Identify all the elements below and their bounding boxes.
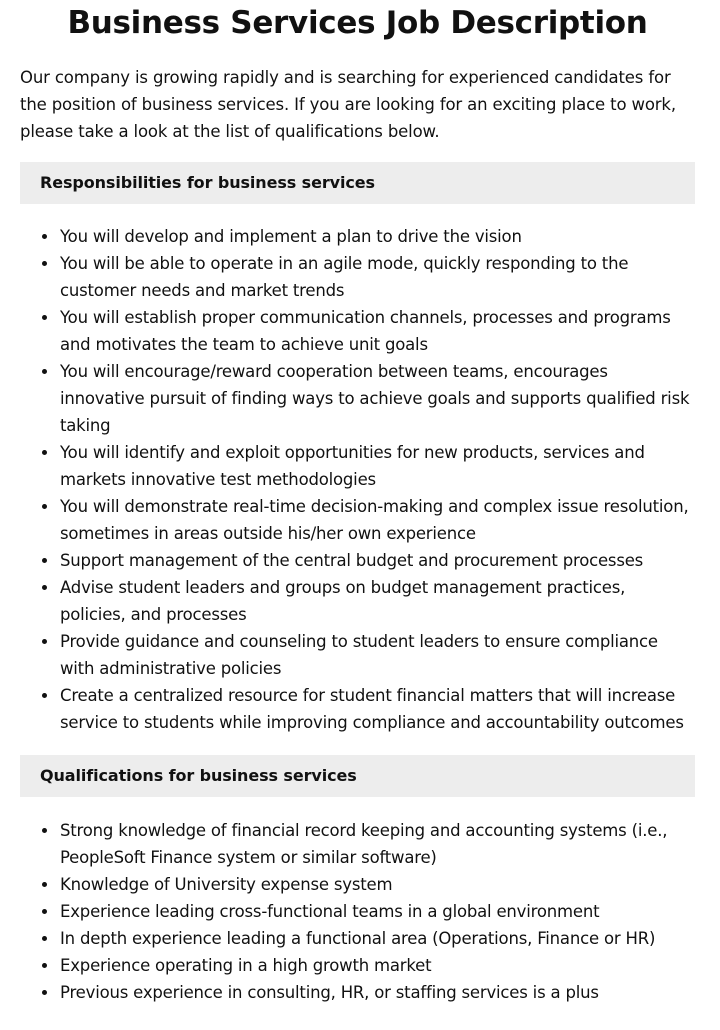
list-item: You will demonstrate real-time decision-making and complex issue resolution, sometimes in areas outside his/her own experience <box>60 493 695 547</box>
list-item: Support management of the central budget and procurement processes <box>60 547 695 574</box>
list-item: You will establish proper communication channels, processes and programs and motivates the team to achieve unit goals <box>60 304 695 358</box>
intro-paragraph: Our company is growing rapidly and is searching for experienced candidates for the position of business services. If you are looking for an exciting place to work, please take a look at the list of qualifications below. <box>20 68 676 141</box>
responsibilities-list <box>20 223 695 736</box>
list-item: Create a centralized resource for student financial matters that will increase service to students while improving compliance and accountability outcomes <box>60 682 695 736</box>
page-title: Business Services Job Description <box>67 5 648 41</box>
list-item: Knowledge of University expense system <box>60 871 695 898</box>
list-item: Provide guidance and counseling to student leaders to ensure compliance with administrative policies <box>60 628 695 682</box>
list-item: You will be able to operate in an agile mode, quickly responding to the customer needs and market trends <box>60 250 695 304</box>
list-item: Experience operating in a high growth market <box>60 952 695 979</box>
list-item: Advise student leaders and groups on budget management practices, policies, and processes <box>60 574 695 628</box>
list-item: Previous experience in consulting, HR, or staffing services is a plus <box>60 979 695 1006</box>
qualifications-list <box>20 817 695 1006</box>
list-item: You will develop and implement a plan to drive the vision <box>60 223 695 250</box>
list-item: In depth experience leading a functional area (Operations, Finance or HR) <box>60 925 695 952</box>
list-item: Strong knowledge of financial record keeping and accounting systems (i.e., PeopleSoft Finance system or similar software) <box>60 817 695 871</box>
list-item: Experience leading cross-functional teams in a global environment <box>60 898 695 925</box>
responsibilities-heading: Responsibilities for business services <box>20 162 695 204</box>
list-item: You will identify and exploit opportunities for new products, services and markets innovative test methodologies <box>60 439 695 493</box>
list-item: You will encourage/reward cooperation between teams, encourages innovative pursuit of finding ways to achieve goals and supports qualified risk taking <box>60 358 695 439</box>
qualifications-heading: Qualifications for business services <box>20 755 695 797</box>
